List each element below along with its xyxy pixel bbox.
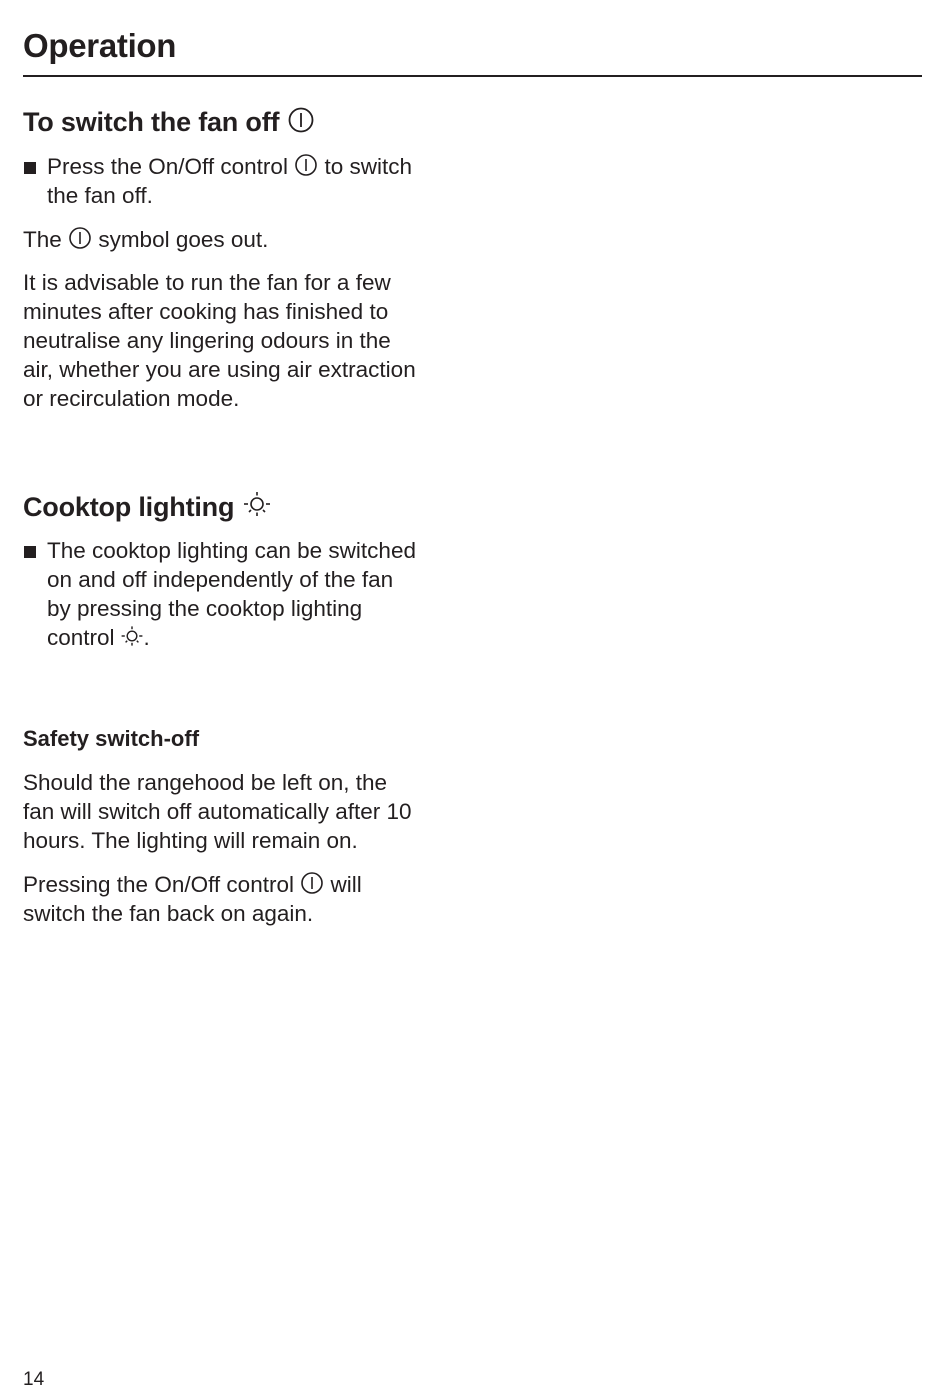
safety-p2-text-1: Pressing the On/Off control xyxy=(23,872,294,897)
bullet-lighting xyxy=(23,536,473,652)
bullet-marker xyxy=(24,162,36,174)
advice-line: or recirculation mode. xyxy=(23,386,240,411)
section-heading-lighting xyxy=(23,489,272,523)
safety-p2-text-2: will xyxy=(330,872,362,897)
bullet-marker xyxy=(24,546,36,558)
power-icon xyxy=(300,871,324,895)
power-icon xyxy=(287,106,315,134)
safety-paragraph-1 xyxy=(23,768,463,855)
advice-line: neutralise any lingering odours in the xyxy=(23,328,391,353)
bullet-lighting-line: The cooktop lighting can be switched xyxy=(47,538,416,563)
bullet-lighting-period: . xyxy=(143,625,150,650)
section-heading-lighting-text: Cooktop lighting xyxy=(23,492,235,522)
bullet-lighting-last: control xyxy=(47,625,115,650)
power-icon xyxy=(294,153,318,177)
section-heading-fan-off xyxy=(23,106,315,138)
bullet-lighting-line: on and off independently of the fan xyxy=(47,567,394,592)
safety-line: fan will switch off automatically after 10 xyxy=(23,799,412,824)
safety-line: hours. The lighting will remain on. xyxy=(23,828,358,853)
safety-paragraph-2 xyxy=(23,870,463,928)
advice-line: It is advisable to run the fan for a few xyxy=(23,270,391,295)
power-icon xyxy=(68,226,92,250)
advice-line: minutes after cooking has finished to xyxy=(23,299,389,324)
bullet-fan-off-text-3: the fan off. xyxy=(47,183,153,208)
bullet-fan-off-text-2: to switch xyxy=(324,154,413,179)
advice-paragraph xyxy=(23,268,463,413)
bullet-lighting-line: by pressing the cooktop lighting xyxy=(47,596,363,621)
symbol-text-1: The xyxy=(23,227,62,252)
page-title: Operation xyxy=(23,27,177,64)
section-heading-safety: Safety switch-off xyxy=(23,726,200,751)
symbol-text-2: symbol goes out. xyxy=(98,227,269,252)
symbol-goes-out-text xyxy=(23,225,463,254)
advice-line: air, whether you are using air extraction xyxy=(23,357,416,382)
safety-p2-text-3: switch the fan back on again. xyxy=(23,901,314,926)
page-number: 14 xyxy=(23,1369,45,1390)
title-divider xyxy=(23,75,922,77)
light-icon xyxy=(242,489,272,519)
light-icon xyxy=(120,624,144,648)
bullet-fan-off xyxy=(23,152,473,210)
bullet-fan-off-text-1: Press the On/Off control xyxy=(47,154,288,179)
safety-line: Should the rangehood be left on, the xyxy=(23,770,388,795)
section-heading-fan-off-text: To switch the fan off xyxy=(23,107,280,137)
